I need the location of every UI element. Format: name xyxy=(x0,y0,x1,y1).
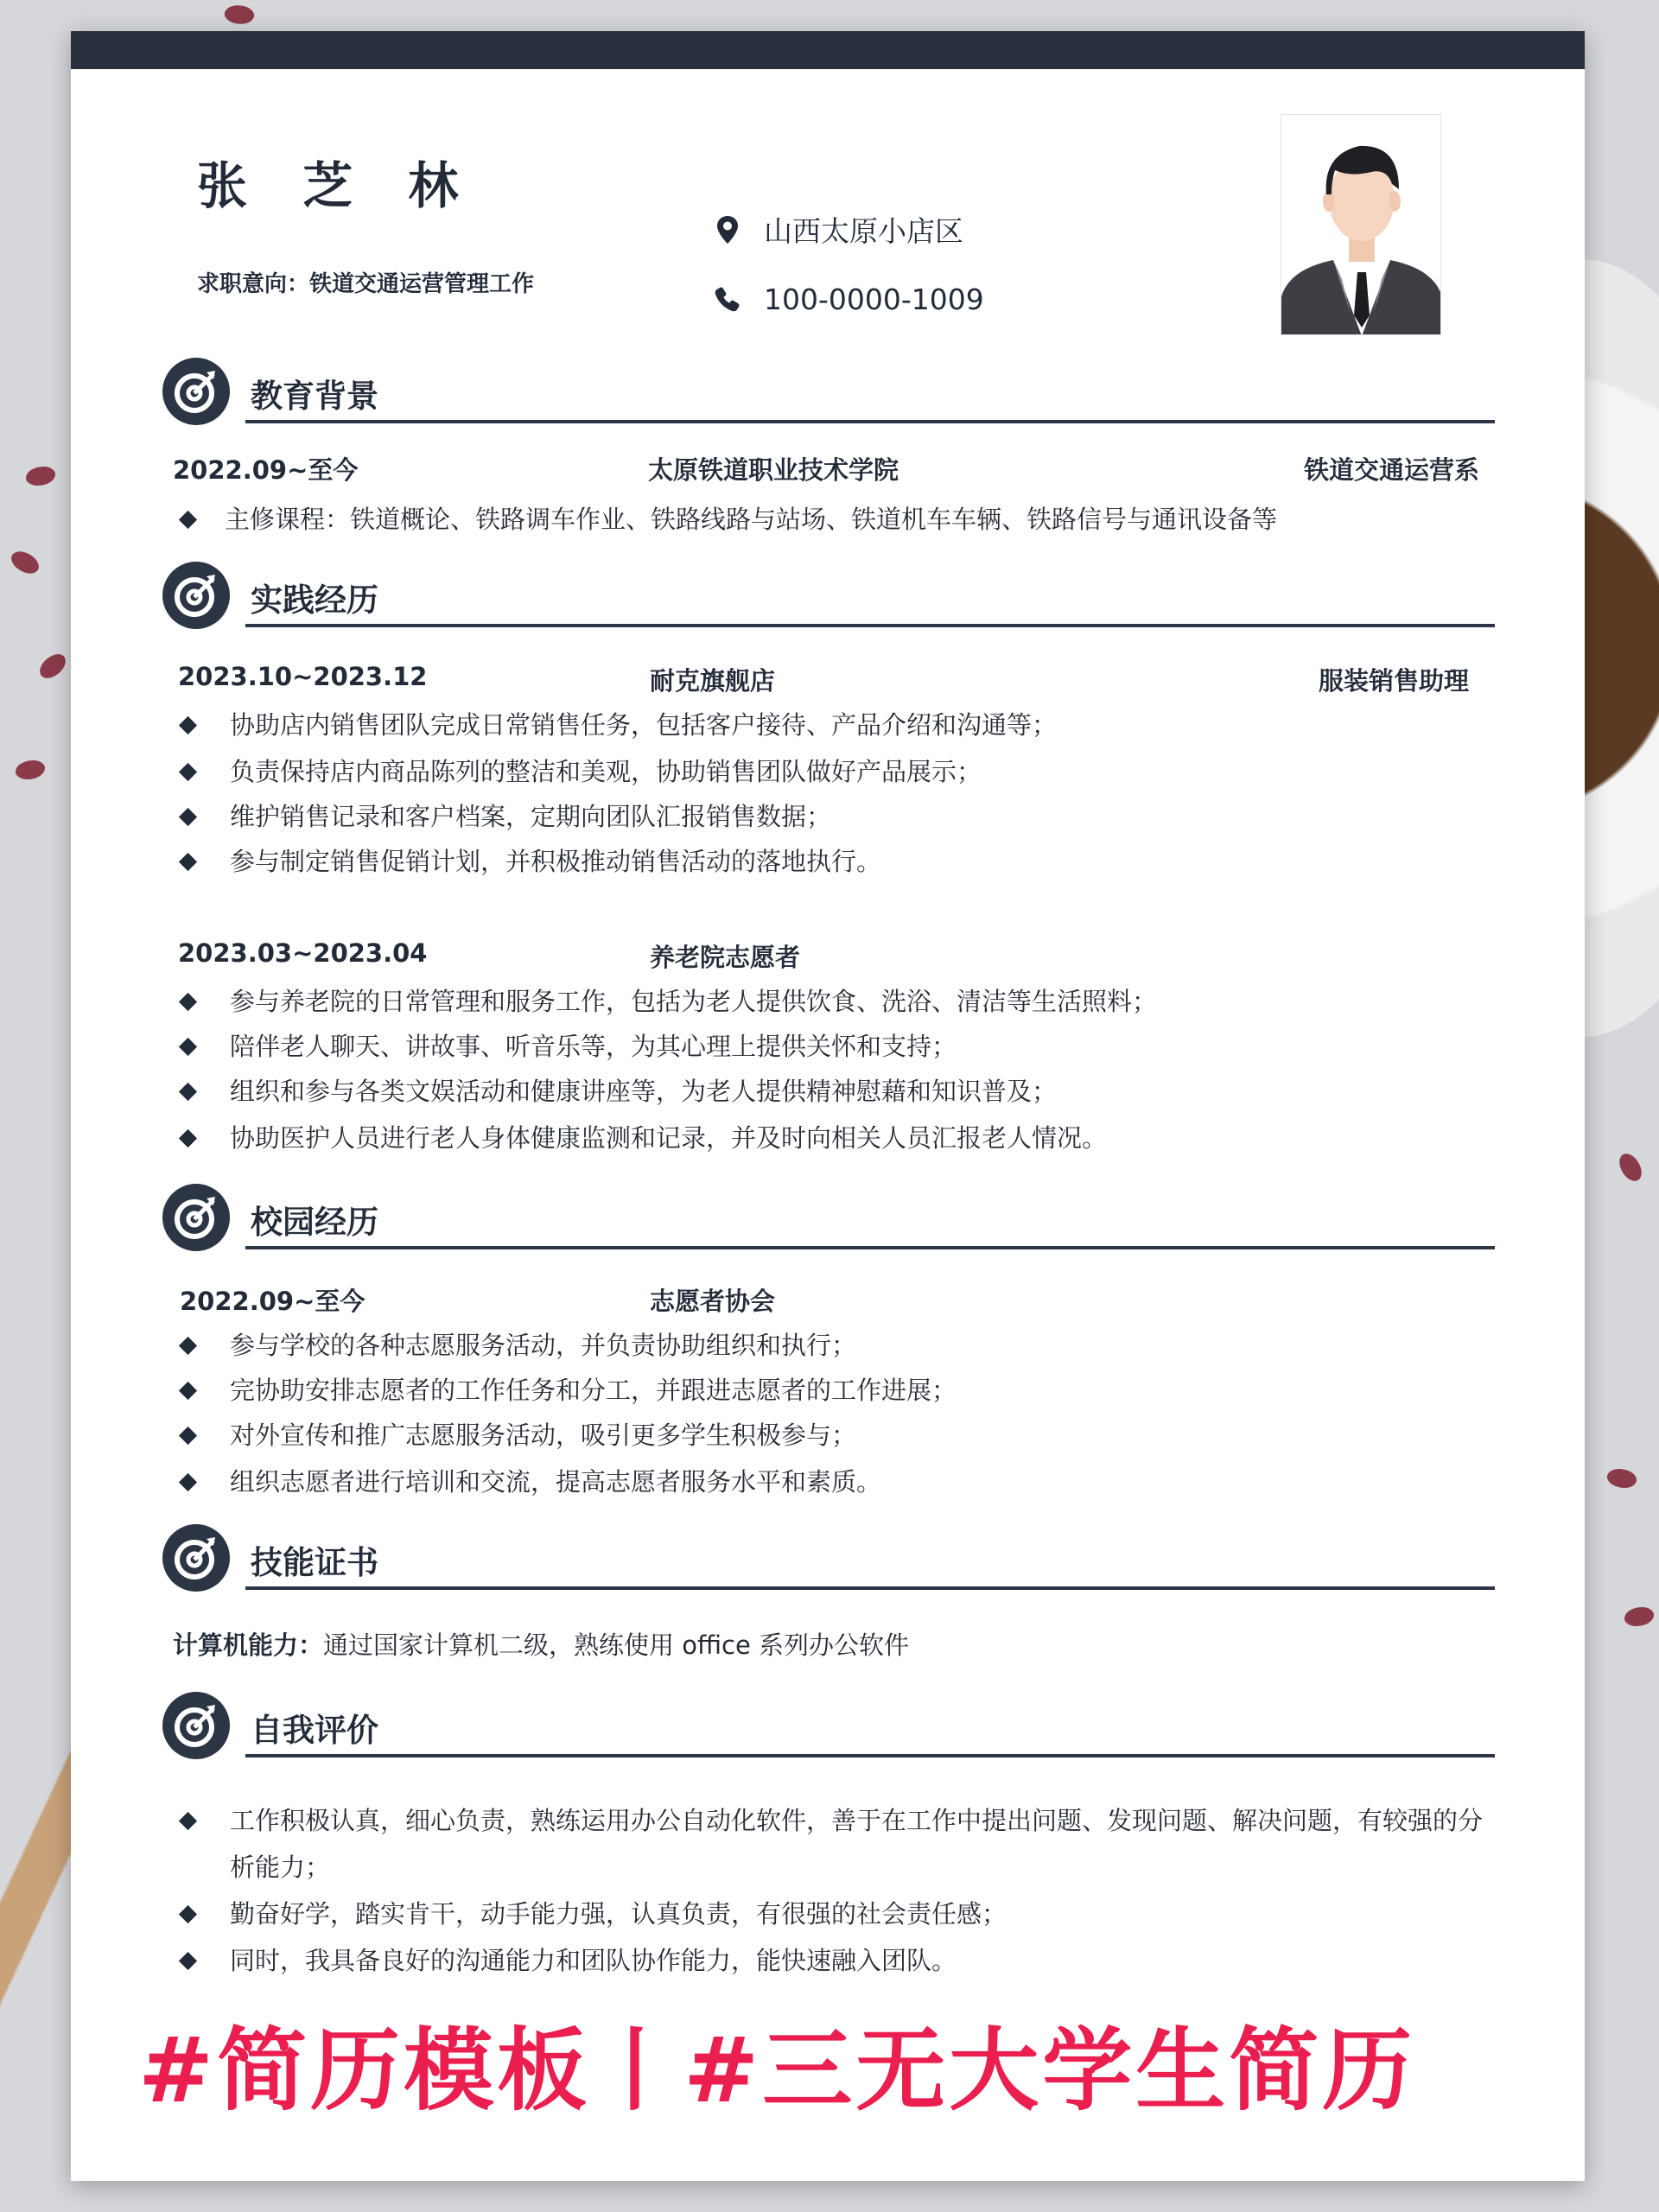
section-rule xyxy=(245,1586,1495,1590)
section-rule xyxy=(245,624,1495,627)
section-title: 教育背景 xyxy=(251,378,378,415)
job-intent-label: 求职意向： xyxy=(197,271,310,297)
location-text: 山西太原小店区 xyxy=(764,214,963,248)
target-arrow-icon xyxy=(162,1692,230,1759)
diamond-bullet-icon xyxy=(179,1083,197,1101)
diamond-bullet-icon xyxy=(179,1952,197,1970)
petal-decoration xyxy=(1624,1607,1654,1626)
petal-decoration xyxy=(26,467,55,486)
section-title: 实践经历 xyxy=(251,582,378,619)
section-title: 技能证书 xyxy=(251,1544,378,1581)
target-arrow-icon xyxy=(162,358,230,425)
diamond-bullet-icon xyxy=(179,763,197,781)
diamond-bullet-icon xyxy=(179,1905,197,1923)
campus-period: 2022.09~至今 xyxy=(180,1287,365,1316)
campus-org: 志愿者协会 xyxy=(650,1287,776,1316)
phone-icon xyxy=(710,282,745,316)
diamond-bullet-icon xyxy=(179,1812,197,1830)
section-skills xyxy=(162,1524,1495,1593)
section-rule xyxy=(245,1754,1495,1758)
diamond-bullet-icon xyxy=(179,716,197,734)
top-bar xyxy=(71,31,1585,69)
petal-decoration xyxy=(1617,1150,1644,1184)
section-rule xyxy=(245,420,1495,423)
section-rule xyxy=(245,1246,1495,1249)
section-title: 自我评价 xyxy=(251,1712,378,1749)
phone-text: 100-0000-1009 xyxy=(764,282,984,316)
job-intent-value: 铁道交通运营管理工作 xyxy=(309,271,535,297)
hashtag-banner: #简历模板丨#三无大学生简历 xyxy=(138,2018,1416,2123)
location-row xyxy=(710,209,963,250)
target-arrow-icon xyxy=(162,562,230,629)
diamond-bullet-icon xyxy=(179,1427,197,1445)
diamond-bullet-icon xyxy=(179,1337,197,1355)
section-self-eval xyxy=(162,1692,1495,1761)
diamond-bullet-icon xyxy=(179,1129,197,1147)
practice-role: 服装销售助理 xyxy=(1318,666,1469,696)
petal-decoration xyxy=(16,760,45,779)
diamond-bullet-icon xyxy=(179,1473,197,1491)
avatar-icon xyxy=(1281,115,1441,335)
practice-period: 2023.10~2023.12 xyxy=(178,662,428,691)
diamond-bullet-icon xyxy=(179,1382,197,1400)
education-period: 2022.09~至今 xyxy=(173,455,359,485)
target-arrow-icon xyxy=(162,1184,230,1251)
education-school: 太原铁道职业技术学院 xyxy=(648,455,899,485)
diamond-bullet-icon xyxy=(179,808,197,826)
diamond-bullet-icon xyxy=(179,993,197,1011)
candidate-name: 张 芝 林 xyxy=(197,156,478,215)
petal-decoration xyxy=(35,651,70,682)
education-department: 铁道交通运营系 xyxy=(1303,455,1479,485)
skill-label: 计算机能力： xyxy=(173,1630,324,1660)
diamond-bullet-icon xyxy=(179,511,197,529)
section-campus xyxy=(162,1184,1495,1253)
target-arrow-icon xyxy=(162,1524,230,1592)
diamond-bullet-icon xyxy=(179,1038,197,1056)
section-education xyxy=(162,358,1495,427)
avatar xyxy=(1281,114,1441,335)
section-practice xyxy=(162,562,1495,631)
petal-decoration xyxy=(1605,1465,1638,1492)
petal-decoration xyxy=(223,2,257,28)
phone-row xyxy=(710,282,984,316)
job-intent xyxy=(197,266,534,298)
practice-org: 耐克旗舰店 xyxy=(650,666,776,696)
practice-org: 养老院志愿者 xyxy=(650,943,801,972)
section-title: 校园经历 xyxy=(251,1204,378,1241)
practice-period: 2023.03~2023.04 xyxy=(178,938,428,968)
location-pin-icon xyxy=(710,213,745,247)
skill-line xyxy=(173,1626,909,1662)
resume-sheet: 张 芝 林 求职意向：铁道交通运营管理工作 山西太原小店区 100-0000-1009 教育背景 2022.09~至今 太原铁道职业技术学院 铁道交通运营系 主修课程：铁道概论、铁路调车作业、铁路线路与站场、铁道机车车辆、铁路信号与通讯设备等 实践经历 2023.10~2023.12 耐克旗舰店 服装销售助理 协助店内销售团队完成日常销售任务，包括客户接待、产品介绍和沟通等； 负责保持店内商品陈列的整洁和美观，协助销售团队做好产品展示； 维护销售记录和客户档案，定期向团队汇报销售数据； 参与制定销售促销计划，并积极推动销售活动的落地执行。 2023.03~2023.04 养老院志愿者 参与养老院的日常管理和服务工作，包括为老人提供饮食、洗浴、清洁等生活照料； 陪伴老人聊天、讲故事、听音乐等，为其心理上提供关怀和支持； 组织和参与各类文娱活动和健康讲座等，为老人提供精神慰藉和知识普及； 协助医护人员进行老人身体健康监测和记录，并及时向相关人员汇报老人情况。 校园经历 2022.09~至今 志愿者协会 参与学校的各种志愿服务活动，并负责协助组织和执行； 完协助安排志愿者的工作任务和分工，并跟进志愿者的工作进展； 对外宣传和推广志愿服务活动，吸引更多学生积极参与； 组织志愿者进行培训和交流，提高志愿者服务水平和素质。 技能证书 计算机能力：通过国家计算机二级，熟练使用 office 系列办公软件 自我评价 工作积极认真，细心负责，熟练运用办公自动化软件，善于在工作中提出问题、发现问题、解决问题，有较强的分析能力； 勤奋好学，踏实肯干，动手能力强，认真负责，有很强的社会责任感； 同时，我具备良好的沟通能力和团队协作能力，能快速融入团队。 xyxy=(71,31,1585,2181)
petal-decoration xyxy=(8,546,42,580)
diamond-bullet-icon xyxy=(179,853,197,871)
skill-value: 通过国家计算机二级，熟练使用 office 系列办公软件 xyxy=(323,1630,910,1660)
